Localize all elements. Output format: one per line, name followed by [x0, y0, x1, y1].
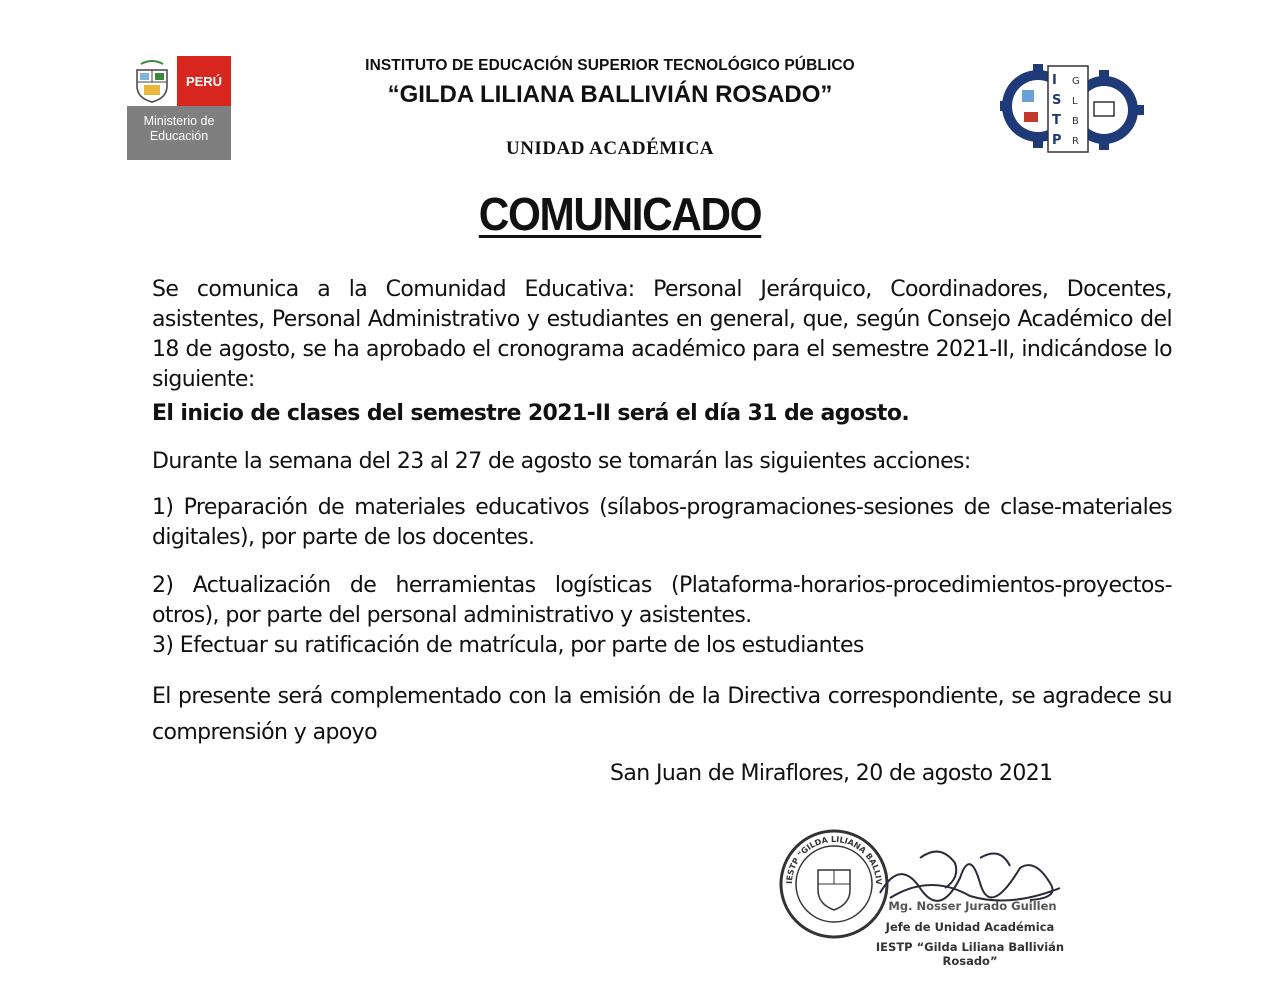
signer-name: Mg. Nosser Jurado Guillen — [888, 899, 1057, 913]
institution-name-line1: INSTITUTO DE EDUCACIÓN SUPERIOR TECNOLÓGICO PÚBLICO — [365, 57, 855, 74]
svg-text:L: L — [1072, 96, 1078, 107]
unit-heading: UNIDAD ACADÉMICA — [505, 138, 715, 159]
svg-text:G: G — [1072, 76, 1080, 87]
institution-name-line2: “GILDA LILIANA BALLIVIÁN ROSADO” — [387, 81, 833, 108]
list-item: 2) Actualización de herramientas logísticas (Plataforma-horarios-procedimientos-proyectos-otros), por parte del personal administrativo y asistentes. — [152, 573, 1172, 628]
peru-coat-of-arms-icon — [127, 56, 177, 106]
signer-role: Jefe de Unidad Académica — [885, 920, 1055, 934]
list-item: 1) Preparación de materiales educativos (sílabos-programaciones-sesiones de clase-materiales digitales), por parte de los docentes. — [152, 495, 1172, 550]
signer-institution: IESTP “Gilda Liliana Ballivián Rosado” — [875, 940, 1065, 968]
peru-label: PERÚ — [185, 73, 223, 89]
ministerio-educacion-logo — [127, 56, 231, 160]
svg-text:B: B — [1072, 116, 1079, 127]
svg-text:S: S — [1052, 93, 1062, 108]
intro-paragraph: Se comunica a la Comunidad Educativa: Personal Jerárquico, Coordinadores, Docentes, asistentes, Personal Administrativo y estudiantes en general, que, según Consejo Académico del 18 de agosto, se ha aprobado el cronograma académico para el semestre 2021-II, indicándose lo siguiente: — [152, 277, 1172, 392]
svg-text:T: T — [1052, 113, 1061, 128]
page-title: COMUNICADO — [478, 188, 762, 240]
start-date-statement: El inicio de clases del semestre 2021-II será el día 31 de agosto. — [152, 401, 910, 426]
week-actions-paragraph: Durante la semana del 23 al 27 de agosto se tomarán las siguientes acciones: — [152, 449, 971, 474]
svg-text:R: R — [1072, 136, 1079, 147]
svg-text:I: I — [1052, 73, 1057, 88]
list-item: 3) Efectuar su ratificación de matrícula, por parte de los estudiantes — [152, 633, 864, 658]
closing-paragraph: El presente será complementado con la emisión de la Directiva correspondiente, se agradece su comprensión y apoyo — [152, 684, 1172, 745]
iestp-gear-logo — [1000, 58, 1145, 156]
svg-text:IESTP "GILDA LILIANA BALLIVIAN: IESTP "GILDA LILIANA BALLIV — [784, 834, 884, 886]
place-date: San Juan de Miraflores, 20 de agosto 2021 — [610, 761, 1053, 786]
ministerio-label: Ministerio de Educación — [143, 114, 215, 143]
svg-text:P: P — [1052, 133, 1062, 148]
